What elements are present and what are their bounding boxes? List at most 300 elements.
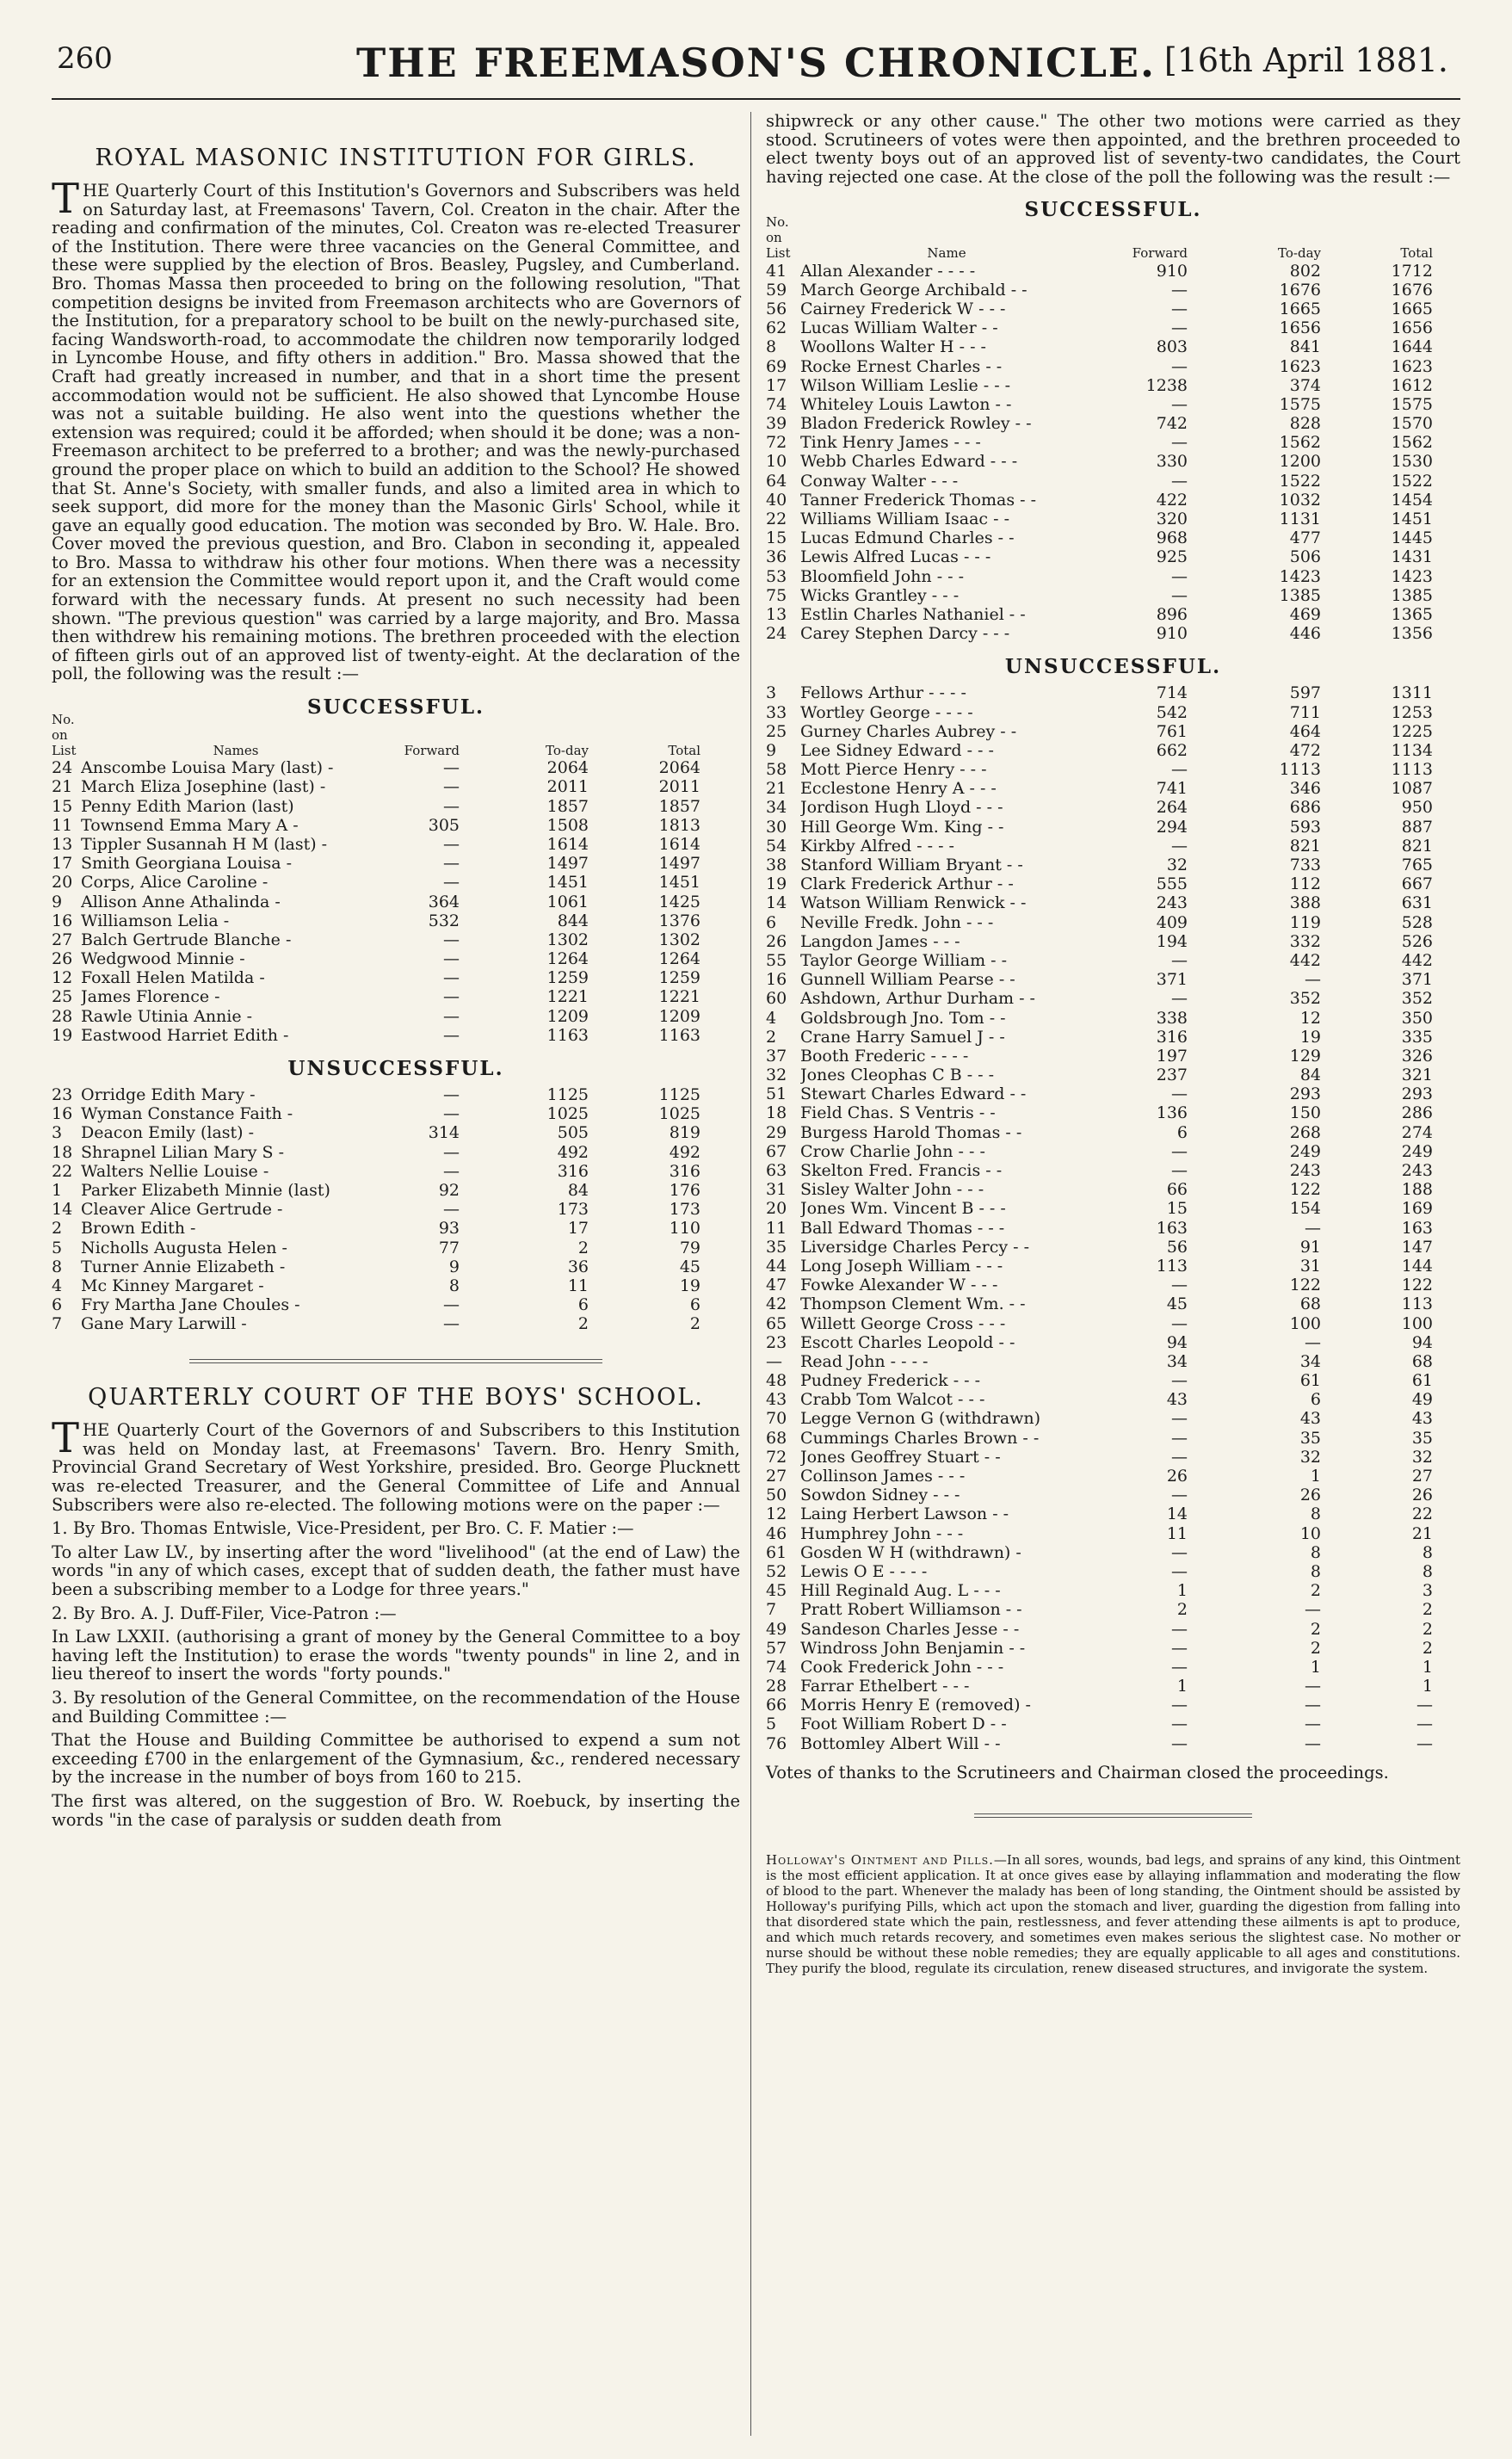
list-number: 45 bbox=[766, 1581, 787, 1601]
candidate-name: Stanford William Bryant - - bbox=[800, 856, 1023, 874]
forward-votes: — bbox=[1171, 1696, 1188, 1715]
today-votes: 442 bbox=[1289, 950, 1321, 970]
total-votes: 1 bbox=[1422, 1657, 1433, 1677]
list-number: 25 bbox=[766, 721, 787, 741]
total-votes: 61 bbox=[1411, 1371, 1433, 1391]
total-votes: 68 bbox=[1411, 1351, 1433, 1371]
table-row bbox=[766, 528, 1460, 547]
candidate-name: Cummings Charles Brown - - bbox=[800, 1428, 1040, 1448]
total-votes: 1376 bbox=[658, 911, 700, 930]
candidate-name: Watson William Renwick - - bbox=[800, 893, 1027, 913]
today-votes: 711 bbox=[1289, 702, 1321, 722]
candidate-name: Mott Pierce Henry - - - bbox=[800, 760, 987, 780]
list-number: 22 bbox=[766, 510, 787, 528]
list-number: 10 bbox=[766, 452, 787, 472]
table-row bbox=[52, 1026, 740, 1045]
list-number: 2 bbox=[766, 1027, 777, 1047]
total-votes: 352 bbox=[1401, 989, 1433, 1009]
today-votes: 1451 bbox=[546, 873, 589, 893]
candidate-name: Fellows Arthur - - - - bbox=[800, 683, 966, 703]
list-number: 9 bbox=[52, 892, 63, 911]
today-votes: 32 bbox=[1299, 1447, 1321, 1467]
today-votes: 1259 bbox=[546, 968, 589, 988]
forward-votes: — bbox=[443, 968, 460, 988]
forward-votes: — bbox=[1171, 1542, 1188, 1562]
today-votes: 34 bbox=[1299, 1351, 1321, 1371]
girls-unsuccessful-heading: UNSUCCESSFUL. bbox=[287, 1056, 504, 1080]
list-number: 75 bbox=[766, 585, 787, 605]
total-votes: 667 bbox=[1401, 874, 1433, 894]
girls-successful-heading: SUCCESSFUL. bbox=[306, 695, 485, 720]
forward-votes: 66 bbox=[1166, 1180, 1188, 1200]
col-name: Name bbox=[927, 245, 966, 262]
total-votes: 1311 bbox=[1391, 683, 1433, 703]
table-row bbox=[766, 989, 1460, 1008]
boys-para-1 bbox=[52, 1414, 740, 1515]
today-votes: — bbox=[1305, 1715, 1321, 1734]
table-row bbox=[52, 1006, 740, 1025]
table-row bbox=[766, 1122, 1460, 1141]
table-row bbox=[52, 1085, 740, 1104]
boys-continued-intro: shipwreck or any other cause." The other two motions were carried as they stood. Scrutineers of votes were then appointed, and the brethren proceeded to elect twenty boys out of an approved list of seventy-two candidates, the Court having rejected one case. At the close of the poll the following was the result :— bbox=[766, 111, 1460, 187]
table-row bbox=[766, 856, 1460, 874]
total-votes: 274 bbox=[1401, 1122, 1433, 1142]
forward-votes: 43 bbox=[1166, 1390, 1188, 1410]
list-number: 38 bbox=[766, 856, 787, 874]
closing-note: Votes of thanks to the Scrutineers and Chairman closed the proceedings. bbox=[766, 1762, 1389, 1782]
today-votes: 6 bbox=[577, 1295, 589, 1315]
girls-article-body bbox=[52, 175, 740, 684]
today-votes: 2 bbox=[1310, 1619, 1321, 1639]
total-votes: 1562 bbox=[1391, 433, 1433, 453]
table-row bbox=[52, 1181, 740, 1200]
candidate-name: Sowdon Sidney - - - bbox=[800, 1486, 960, 1505]
table-row bbox=[52, 835, 740, 854]
table-row bbox=[766, 471, 1460, 490]
list-number: 1 bbox=[52, 1180, 63, 1200]
boys-article-title: QUARTERLY COURT OF THE BOYS' SCHOOL. bbox=[88, 1384, 704, 1412]
list-number: 35 bbox=[766, 1237, 787, 1257]
candidate-name: Field Chas. S Ventris - - bbox=[800, 1103, 996, 1123]
candidate-name: Walters Nellie Louise - bbox=[81, 1161, 269, 1181]
total-votes: 316 bbox=[669, 1161, 700, 1181]
candidate-name: Brown Edith - bbox=[81, 1219, 196, 1239]
today-votes: 841 bbox=[1289, 337, 1321, 357]
list-number: 44 bbox=[766, 1256, 787, 1276]
advert-text: —In all sores, wounds, bad legs, and sprains of any kind, this Ointment is the most efficient application. It at once gives ease by allaying inflammation and moderating the flow of blood to the part. Whenever the malady has been of long standing, the Ointment should be assisted by Holloway's purifying Pills, which act upon the stomach and liver, guarding the digestion from falling into that disordered state which the pain, restlessness, and fever attending these ailments is apt to produce, and which much retards recovery, and sometimes even makes serious the slightest case. No mother or nurse should be without these noble remedies; they are equally applicable to all ages and constitutions. They purify the blood, regulate its circulation, renew diseased structures, and invigorate the system. bbox=[766, 1851, 1461, 1976]
list-number: 29 bbox=[766, 1122, 787, 1142]
candidate-name: Farrar Ethelbert - - - bbox=[800, 1677, 970, 1696]
candidate-name: Orridge Edith Mary - bbox=[81, 1085, 256, 1105]
forward-votes: 9 bbox=[448, 1257, 460, 1276]
total-votes: 27 bbox=[1411, 1467, 1433, 1486]
table-row bbox=[766, 1352, 1460, 1371]
candidate-name: Cleaver Alice Gertrude - bbox=[81, 1200, 283, 1220]
table-row bbox=[766, 1486, 1460, 1504]
table-row bbox=[766, 452, 1460, 471]
candidate-name: Tanner Frederick Thomas - - bbox=[800, 490, 1036, 510]
list-number: 16 bbox=[766, 970, 787, 990]
table-row bbox=[766, 1448, 1460, 1467]
today-votes: 150 bbox=[1289, 1103, 1321, 1123]
column-divider bbox=[750, 112, 751, 2436]
total-votes: 79 bbox=[679, 1238, 700, 1257]
list-number: 8 bbox=[52, 1257, 63, 1276]
total-votes: 1259 bbox=[658, 968, 700, 988]
today-votes: 844 bbox=[557, 911, 589, 930]
forward-votes: 94 bbox=[1166, 1332, 1188, 1352]
total-votes: 249 bbox=[1401, 1141, 1433, 1161]
candidate-name: Woollons Walter H - - - bbox=[800, 337, 986, 357]
candidate-name: Crane Harry Samuel J - - bbox=[800, 1027, 1005, 1047]
forward-votes: 93 bbox=[438, 1219, 460, 1239]
list-number: 52 bbox=[766, 1561, 787, 1581]
right-column bbox=[766, 112, 1460, 1989]
boys-para-4: 2. By Bro. A. J. Duff-Filer, Vice-Patron :— bbox=[52, 1603, 397, 1623]
candidate-name: Jordison Hugh Lloyd - - - bbox=[800, 798, 1003, 818]
candidate-name: Williams William Isaac - - bbox=[800, 510, 1009, 528]
forward-votes: — bbox=[1171, 280, 1188, 300]
candidate-name: Windross John Benjamin - - bbox=[800, 1638, 1026, 1658]
total-votes: 1813 bbox=[658, 815, 700, 835]
table-row bbox=[766, 566, 1460, 585]
total-votes: 1623 bbox=[1391, 356, 1433, 376]
total-votes: 1676 bbox=[1391, 280, 1433, 300]
candidate-name: Eastwood Harriet Edith - bbox=[81, 1025, 289, 1045]
forward-votes: 264 bbox=[1156, 798, 1188, 818]
table-row bbox=[766, 1199, 1460, 1218]
today-votes: 464 bbox=[1289, 721, 1321, 741]
total-votes: 1423 bbox=[1391, 566, 1433, 586]
today-votes: 154 bbox=[1289, 1199, 1321, 1219]
table-row bbox=[766, 1619, 1460, 1638]
list-number: 3 bbox=[766, 683, 777, 703]
forward-votes: — bbox=[443, 1104, 460, 1124]
today-votes: 35 bbox=[1299, 1428, 1321, 1448]
today-votes: 8 bbox=[1310, 1561, 1321, 1581]
boys-para-7: That the House and Building Committee be authorised to expend a sum not exceeding £700 in the enlargement of the Gymnasium, &c., rendered necessary by the increase in the number of boys from 160 to 215. bbox=[52, 1730, 740, 1788]
candidate-name: Deacon Emily (last) - bbox=[81, 1123, 255, 1143]
list-number: 54 bbox=[766, 836, 787, 856]
candidate-name: Allison Anne Athalinda - bbox=[81, 892, 281, 911]
section-separator bbox=[189, 1359, 602, 1363]
total-votes: 1857 bbox=[658, 796, 700, 816]
today-votes: 1131 bbox=[1279, 510, 1321, 528]
candidate-name: Neville Fredk. John - - - bbox=[800, 912, 994, 932]
total-votes: 2 bbox=[1422, 1619, 1433, 1639]
boys-para-5: In Law LXXII. (authorising a grant of money by the General Committee to a boy having left the Institution) to erase the words "twenty pounds" in line 2, and in lieu thereof to insert the words "forty pounds." bbox=[52, 1627, 740, 1684]
forward-votes: — bbox=[1171, 1371, 1188, 1391]
total-votes: 1451 bbox=[1391, 510, 1433, 528]
candidate-name: Collinson James - - - bbox=[800, 1467, 966, 1486]
list-number: 33 bbox=[766, 702, 787, 722]
today-votes: 597 bbox=[1289, 683, 1321, 703]
forward-votes: 896 bbox=[1156, 604, 1188, 624]
boys-para-8: The first was altered, on the suggestion of Bro. W. Roebuck, by inserting the words "in the case of paralysis or sudden death from bbox=[52, 1790, 740, 1830]
list-number: 17 bbox=[52, 854, 73, 874]
forward-votes: 1238 bbox=[1145, 375, 1188, 395]
today-votes: 802 bbox=[1289, 261, 1321, 281]
forward-votes: — bbox=[443, 949, 460, 969]
total-votes: 144 bbox=[1401, 1256, 1433, 1276]
list-number: 65 bbox=[766, 1313, 787, 1333]
total-votes: 176 bbox=[669, 1180, 700, 1200]
list-number: 6 bbox=[766, 912, 777, 932]
table-row bbox=[766, 1008, 1460, 1027]
total-votes: 188 bbox=[1401, 1180, 1433, 1200]
forward-votes: — bbox=[443, 1006, 460, 1026]
table-row bbox=[766, 893, 1460, 912]
list-number: 74 bbox=[766, 1657, 787, 1677]
forward-votes: — bbox=[443, 834, 460, 854]
table-row bbox=[52, 1314, 740, 1333]
list-number: 27 bbox=[766, 1467, 787, 1486]
total-votes: 35 bbox=[1411, 1428, 1433, 1448]
today-votes: 249 bbox=[1289, 1141, 1321, 1161]
boys-unsuccessful-heading: UNSUCCESSFUL. bbox=[1004, 655, 1222, 679]
today-votes: 1200 bbox=[1279, 452, 1321, 472]
candidate-name: Stewart Charles Edward - - bbox=[800, 1084, 1027, 1104]
table-row bbox=[766, 951, 1460, 970]
list-number: 23 bbox=[766, 1332, 787, 1352]
list-number: 36 bbox=[766, 547, 787, 567]
list-number: 8 bbox=[766, 337, 777, 357]
table-row bbox=[766, 1333, 1460, 1352]
holloway-advert bbox=[766, 1852, 1460, 1976]
boys-successful-heading: SUCCESSFUL. bbox=[1024, 198, 1202, 222]
list-number: 19 bbox=[52, 1025, 73, 1045]
today-votes: 1656 bbox=[1279, 318, 1321, 338]
candidate-name: Long Joseph William - - - bbox=[800, 1256, 1003, 1276]
list-number: 28 bbox=[766, 1677, 787, 1696]
today-votes: 374 bbox=[1289, 375, 1321, 395]
total-votes: 887 bbox=[1401, 817, 1433, 837]
candidate-name: Rawle Utinia Annie - bbox=[81, 1006, 253, 1026]
today-votes: 1508 bbox=[546, 815, 589, 835]
today-votes: 1163 bbox=[546, 1025, 589, 1045]
today-votes: 1385 bbox=[1279, 585, 1321, 605]
list-number: 19 bbox=[766, 874, 787, 894]
col-total: Total bbox=[668, 743, 700, 759]
candidate-name: Gane Mary Larwill - bbox=[81, 1314, 247, 1334]
total-votes: — bbox=[1416, 1733, 1433, 1753]
forward-votes: 422 bbox=[1156, 490, 1188, 510]
total-votes: 350 bbox=[1401, 1008, 1433, 1028]
col-no: No. on List bbox=[766, 214, 791, 262]
total-votes: 49 bbox=[1411, 1390, 1433, 1410]
today-votes: 91 bbox=[1299, 1237, 1321, 1257]
table-row bbox=[766, 1028, 1460, 1047]
today-votes: 10 bbox=[1299, 1523, 1321, 1543]
total-votes: 1253 bbox=[1391, 702, 1433, 722]
total-votes: 1 bbox=[1422, 1677, 1433, 1696]
forward-votes: — bbox=[1171, 1409, 1188, 1429]
today-votes: 1025 bbox=[546, 1104, 589, 1124]
total-votes: 1575 bbox=[1391, 394, 1433, 414]
candidate-name: Gosden W H (withdrawn) - bbox=[800, 1542, 1021, 1562]
candidate-name: Jones Wm. Vincent B - - - bbox=[800, 1199, 1006, 1219]
total-votes: 1712 bbox=[1391, 261, 1433, 281]
table-row bbox=[766, 1428, 1460, 1447]
list-number: 20 bbox=[766, 1199, 787, 1219]
table-row bbox=[766, 318, 1460, 337]
candidate-name: Cairney Frederick W - - - bbox=[800, 299, 1006, 318]
total-votes: 1665 bbox=[1391, 299, 1433, 318]
candidate-name: Goldsbrough Jno. Tom - - bbox=[800, 1008, 1006, 1028]
total-votes: 1497 bbox=[658, 854, 700, 874]
table-row bbox=[52, 1123, 740, 1142]
table-row bbox=[766, 300, 1460, 318]
table-row bbox=[766, 1733, 1460, 1752]
table-row bbox=[766, 1084, 1460, 1103]
candidate-name: Clark Frederick Arthur - - bbox=[800, 874, 1014, 894]
boys-unsuccessful-rows bbox=[766, 683, 1460, 1753]
forward-votes: — bbox=[1171, 1428, 1188, 1448]
total-votes: 45 bbox=[679, 1257, 700, 1276]
table-row bbox=[766, 1294, 1460, 1313]
list-number: 57 bbox=[766, 1638, 787, 1658]
table-row bbox=[52, 1238, 740, 1257]
total-votes: 147 bbox=[1401, 1237, 1433, 1257]
today-votes: 1 bbox=[1310, 1467, 1321, 1486]
total-votes: 19 bbox=[679, 1276, 700, 1295]
today-votes: 346 bbox=[1289, 779, 1321, 799]
today-votes: 122 bbox=[1289, 1276, 1321, 1295]
table-row bbox=[766, 1562, 1460, 1581]
candidate-name: Estlin Charles Nathaniel - - bbox=[800, 604, 1026, 624]
candidate-name: Wedgwood Minnie - bbox=[81, 949, 245, 969]
table-row bbox=[766, 1409, 1460, 1428]
candidate-name: Tink Henry James - - - bbox=[800, 433, 981, 453]
list-number: 18 bbox=[766, 1103, 787, 1123]
candidate-name: Willett George Cross - - - bbox=[800, 1313, 1006, 1333]
forward-votes: — bbox=[1171, 394, 1188, 414]
today-votes: 388 bbox=[1289, 893, 1321, 913]
list-number: 47 bbox=[766, 1276, 787, 1295]
total-votes: 1209 bbox=[658, 1006, 700, 1026]
today-votes: 352 bbox=[1289, 989, 1321, 1009]
candidate-name: Gunnell William Pearse - - bbox=[800, 970, 1015, 990]
total-votes: 243 bbox=[1401, 1161, 1433, 1180]
table-row bbox=[766, 605, 1460, 624]
total-votes: 100 bbox=[1401, 1313, 1433, 1333]
candidate-name: Lewis O E - - - - bbox=[800, 1561, 928, 1581]
today-votes: 506 bbox=[1289, 547, 1321, 567]
forward-votes: — bbox=[1171, 1313, 1188, 1333]
table-row bbox=[766, 510, 1460, 528]
table-row bbox=[766, 433, 1460, 452]
today-votes: 243 bbox=[1289, 1161, 1321, 1180]
candidate-name: Lucas Edmund Charles - - bbox=[800, 528, 1015, 548]
advert-separator bbox=[974, 1813, 1252, 1818]
candidate-name: Sisley Walter John - - - bbox=[800, 1180, 984, 1200]
forward-votes: — bbox=[443, 1161, 460, 1181]
list-number: 12 bbox=[766, 1504, 787, 1524]
table-row bbox=[766, 779, 1460, 798]
forward-votes: 338 bbox=[1156, 1008, 1188, 1028]
today-votes: 173 bbox=[557, 1200, 589, 1220]
list-number: 15 bbox=[52, 796, 73, 816]
total-votes: 21 bbox=[1411, 1523, 1433, 1543]
candidate-name: James Florence - bbox=[81, 987, 220, 1007]
total-votes: 326 bbox=[1401, 1046, 1433, 1066]
today-votes: 61 bbox=[1299, 1371, 1321, 1391]
today-votes: 68 bbox=[1299, 1294, 1321, 1314]
forward-votes: — bbox=[1171, 836, 1188, 856]
candidate-name: Langdon James - - - bbox=[800, 931, 960, 951]
table-row bbox=[766, 1543, 1460, 1562]
forward-votes: — bbox=[443, 758, 460, 778]
candidate-name: Read John - - - - bbox=[800, 1351, 929, 1371]
list-number: 74 bbox=[766, 394, 787, 414]
today-votes: — bbox=[1305, 970, 1321, 990]
candidate-name: Fowke Alexander W - - - bbox=[800, 1276, 998, 1295]
list-number: 30 bbox=[766, 817, 787, 837]
list-number: 42 bbox=[766, 1294, 787, 1314]
candidate-name: Ashdown, Arthur Durham - - bbox=[800, 989, 1035, 1009]
list-number: 20 bbox=[52, 873, 73, 893]
total-votes: 1302 bbox=[658, 930, 700, 949]
table-row bbox=[52, 758, 740, 777]
forward-votes: 316 bbox=[1156, 1027, 1188, 1047]
today-votes: 828 bbox=[1289, 414, 1321, 434]
today-votes: 129 bbox=[1289, 1046, 1321, 1066]
forward-votes: — bbox=[443, 930, 460, 949]
table-row bbox=[766, 1238, 1460, 1257]
today-votes: 268 bbox=[1289, 1122, 1321, 1142]
forward-votes: 11 bbox=[1166, 1523, 1188, 1543]
total-votes: 8 bbox=[1422, 1542, 1433, 1562]
candidate-name: Jones Cleophas C B - - - bbox=[800, 1066, 995, 1085]
candidate-name: Pudney Frederick - - - bbox=[800, 1371, 981, 1391]
total-votes: 631 bbox=[1401, 893, 1433, 913]
today-votes: 821 bbox=[1289, 836, 1321, 856]
total-votes: 1221 bbox=[658, 987, 700, 1007]
table-row bbox=[766, 837, 1460, 856]
boys-para-1-text: HE Quarterly Court of the Governors of and Subscribers to this Institution was held on Monday last, at Freemasons' Tavern. Bro. Henry Smith, Provincial Grand Secretary of West Yorkshire, presided. Bro. George Plucknett was re-elected Treasurer, and the General Committee of Life and Annual Subscribers were also re-elected. The following motions were on the paper :— bbox=[52, 1420, 740, 1515]
today-votes: 122 bbox=[1289, 1180, 1321, 1200]
candidate-name: Booth Frederic - - - - bbox=[800, 1046, 969, 1066]
total-votes: 94 bbox=[1411, 1332, 1433, 1352]
forward-votes: — bbox=[1171, 471, 1188, 491]
list-number: 22 bbox=[52, 1161, 73, 1181]
total-votes: 2 bbox=[1422, 1600, 1433, 1620]
forward-votes: — bbox=[1171, 1638, 1188, 1658]
forward-votes: — bbox=[443, 1085, 460, 1105]
list-number: 31 bbox=[766, 1180, 787, 1200]
list-number: 41 bbox=[766, 261, 787, 281]
candidate-name: Foxall Helen Matilda - bbox=[81, 968, 265, 988]
list-number: 6 bbox=[52, 1295, 63, 1315]
boys-para-3: To alter Law LV., by inserting after the word "livelihood" (at the end of Law) the words "in any of which cases, except that of sudden death, the father must have been a subscribing member to a Lodge for three years." bbox=[52, 1542, 740, 1600]
candidate-name: Penny Edith Marion (last) bbox=[81, 796, 294, 816]
today-votes: 31 bbox=[1299, 1256, 1321, 1276]
today-votes: 593 bbox=[1289, 817, 1321, 837]
forward-votes: — bbox=[1171, 1161, 1188, 1180]
table-row bbox=[52, 816, 740, 835]
list-number: 3 bbox=[52, 1123, 63, 1143]
candidate-name: Smith Georgiana Louisa - bbox=[81, 854, 293, 874]
candidate-name: Legge Vernon G (withdrawn) bbox=[800, 1409, 1041, 1429]
today-votes: — bbox=[1305, 1218, 1321, 1238]
table-row bbox=[52, 911, 740, 930]
candidate-name: Webb Charles Edward - - - bbox=[800, 452, 1018, 472]
girls-article-title: ROYAL MASONIC INSTITUTION FOR GIRLS. bbox=[95, 145, 697, 171]
col-total: Total bbox=[1400, 245, 1433, 262]
forward-votes: 6 bbox=[1176, 1122, 1188, 1142]
forward-votes: 45 bbox=[1166, 1294, 1188, 1314]
candidate-name: Tippler Susannah H M (last) - bbox=[81, 834, 328, 854]
